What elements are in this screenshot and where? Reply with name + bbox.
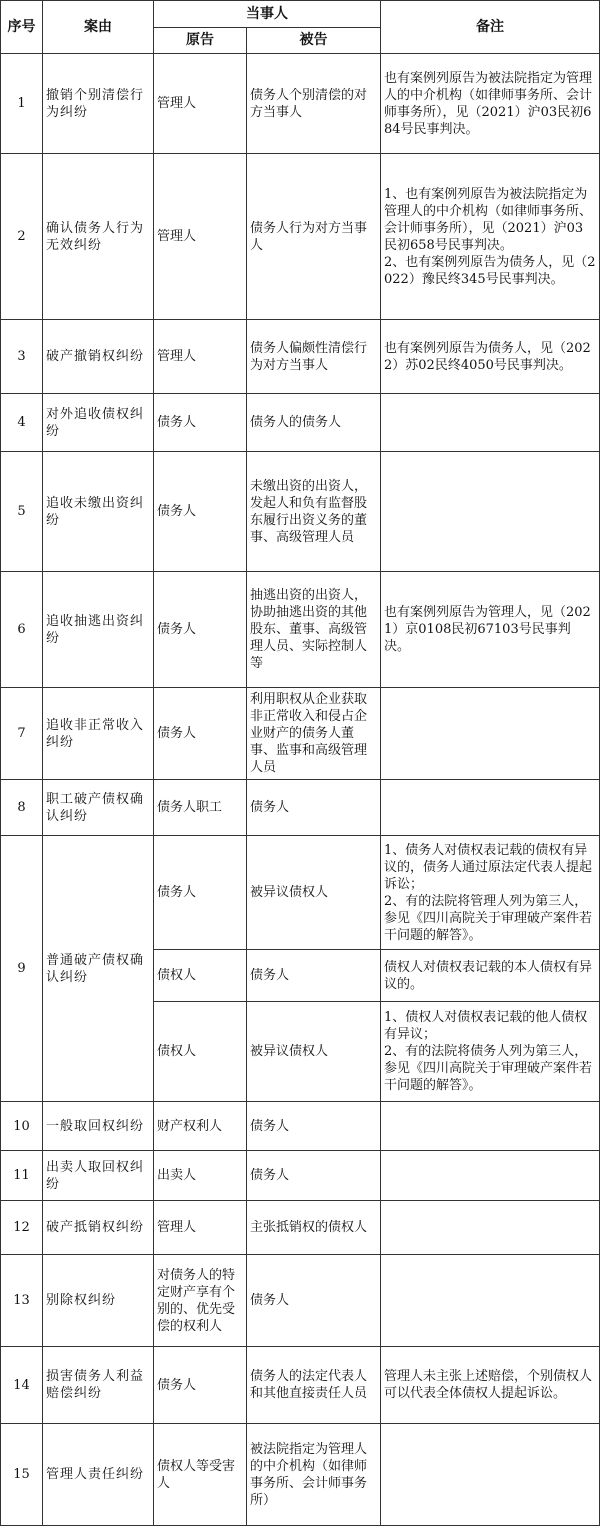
note-line: 1、债务人对债权表记载的债权有异议的，债务人通过原法定代表人提起诉讼； xyxy=(384,842,593,892)
note-line: 2、也有案例列原告为债务人，见（2022）豫民终345号民事判决。 xyxy=(384,254,596,287)
row-cause: 职工破产债权确认纠纷 xyxy=(43,780,154,836)
row-seq: 9 xyxy=(1,836,43,1102)
row-defendant: 债务人个别清偿的对方当事人 xyxy=(247,54,381,154)
row-plaintiff: 债务人 xyxy=(154,572,247,688)
header-defendant: 被告 xyxy=(247,28,381,54)
row-plaintiff: 对债务人的特定财产享有个别的、优先受偿的权利人 xyxy=(154,1255,247,1347)
row-plaintiff: 债务人 xyxy=(154,452,247,572)
table-row xyxy=(1,1255,600,1347)
row-seq: 12 xyxy=(1,1201,43,1255)
row-plaintiff: 债务人 xyxy=(154,836,247,950)
row-seq: 3 xyxy=(1,320,43,394)
row-plaintiff: 债权人 xyxy=(154,1002,247,1102)
header-plaintiff: 原告 xyxy=(154,28,247,54)
row-cause: 别除权纠纷 xyxy=(43,1255,154,1347)
row-plaintiff: 债权人 xyxy=(154,950,247,1002)
row-note xyxy=(381,452,600,572)
row-cause: 追收未缴出资纠纷 xyxy=(43,452,154,572)
row-cause: 确认债务人行为无效纠纷 xyxy=(43,154,154,320)
note-line: 也有案例列原告为管理人，见（2021）京0108民初67103号民事判决。 xyxy=(384,605,591,654)
note-line: 也有案例列原告为债务人，见（2022）苏02民终4050号民事判决。 xyxy=(384,340,591,373)
row-defendant: 债务人 xyxy=(247,1151,381,1201)
row-seq: 1 xyxy=(1,54,43,154)
row-note xyxy=(381,1002,600,1102)
row-note xyxy=(381,1255,600,1347)
row-note xyxy=(381,394,600,452)
row-seq: 13 xyxy=(1,1255,43,1347)
row-note xyxy=(381,1424,600,1526)
row-defendant: 债务人的债务人 xyxy=(247,394,381,452)
row-defendant: 被异议债权人 xyxy=(247,836,381,950)
row-cause: 追收抽逃出资纠纷 xyxy=(43,572,154,688)
table-row xyxy=(1,688,600,780)
header-seq: 序号 xyxy=(1,1,43,54)
row-plaintiff: 债务人职工 xyxy=(154,780,247,836)
row-defendant: 未缴出资的出资人，发起人和负有监督股东履行出资义务的董事、高级管理人员 xyxy=(247,452,381,572)
row-defendant: 债务人 xyxy=(247,780,381,836)
row-seq: 11 xyxy=(1,1151,43,1201)
row-note xyxy=(381,320,600,394)
table-row xyxy=(1,394,600,452)
row-cause: 破产撤销权纠纷 xyxy=(43,320,154,394)
row-defendant: 债务人 xyxy=(247,1255,381,1347)
table-row xyxy=(1,452,600,572)
row-plaintiff: 债务人 xyxy=(154,1347,247,1424)
row-seq: 15 xyxy=(1,1424,43,1526)
row-note xyxy=(381,1151,600,1201)
note-line: 债权人对债权表记载的本人债权有异议的。 xyxy=(384,959,593,992)
row-plaintiff: 债务人 xyxy=(154,394,247,452)
note-line: 2、有的法院将债务人列为第三人，参见《四川高院关于审理破产案件若干问题的解答》。 xyxy=(384,1044,593,1093)
row-cause: 管理人责任纠纷 xyxy=(43,1424,154,1526)
row-plaintiff: 管理人 xyxy=(154,154,247,320)
row-defendant: 债务人的法定代表人和其他直接责任人员 xyxy=(247,1347,381,1424)
row-defendant: 利用职权从企业获取非正常收入和侵占企业财产的债务人董事、监事和高级管理人员 xyxy=(247,688,381,780)
row-cause: 损害债务人利益赔偿纠纷 xyxy=(43,1347,154,1424)
row-defendant: 债务人 xyxy=(247,1102,381,1151)
table-row xyxy=(1,54,600,154)
header-note: 备注 xyxy=(381,1,600,54)
note-line: 1、也有案例列原告为被法院指定为管理人的中介机构（如律师事务所、会计师事务所），见（2021）沪03民初658号民事判决。 xyxy=(384,186,593,253)
row-cause: 普通破产债权确认纠纷 xyxy=(43,836,154,1102)
header-parties: 当事人 xyxy=(154,1,381,28)
row-note xyxy=(381,1102,600,1151)
row-seq: 7 xyxy=(1,688,43,780)
note-line: 1、债权人对债权表记载的他人债权有异议； xyxy=(384,1010,588,1042)
row-seq: 14 xyxy=(1,1347,43,1424)
row-plaintiff: 出卖人 xyxy=(154,1151,247,1201)
row-seq: 2 xyxy=(1,154,43,320)
row-plaintiff: 管理人 xyxy=(154,54,247,154)
table-row xyxy=(1,1102,600,1151)
row-cause: 对外追收债权纠纷 xyxy=(43,394,154,452)
table-row xyxy=(1,154,600,320)
row-defendant: 债务人偏颇性清偿行为对方当事人 xyxy=(247,320,381,394)
row-note xyxy=(381,688,600,780)
table-row xyxy=(1,320,600,394)
row-plaintiff: 财产权利人 xyxy=(154,1102,247,1151)
table-row xyxy=(1,1347,600,1424)
row-plaintiff: 管理人 xyxy=(154,320,247,394)
row-plaintiff: 债务人 xyxy=(154,688,247,780)
row-cause: 撤销个别清偿行为纠纷 xyxy=(43,54,154,154)
row-seq: 8 xyxy=(1,780,43,836)
row-cause: 追收非正常收入纠纷 xyxy=(43,688,154,780)
row-seq: 6 xyxy=(1,572,43,688)
header-cause: 案由 xyxy=(43,1,154,54)
row-seq: 5 xyxy=(1,452,43,572)
row-plaintiff: 债权人等受害人 xyxy=(154,1424,247,1526)
row-note xyxy=(381,1347,600,1424)
row-note xyxy=(381,54,600,154)
row-defendant: 主张抵销权的债权人 xyxy=(247,1201,381,1255)
row-note xyxy=(381,780,600,836)
note-line: 管理人未主张上述赔偿，个别债权人可以代表全体债权人提起诉讼。 xyxy=(384,1369,593,1401)
row-seq: 4 xyxy=(1,394,43,452)
row-note xyxy=(381,950,600,1002)
row-defendant: 债务人行为对方当事人 xyxy=(247,154,381,320)
note-line: 2、有的法院将管理人列为第三人，参见《四川高院关于审理破产案件若干问题的解答》。 xyxy=(384,893,593,943)
table-row xyxy=(1,572,600,688)
row-cause: 破产抵销权纠纷 xyxy=(43,1201,154,1255)
table-row xyxy=(1,1201,600,1255)
row-defendant: 债务人 xyxy=(247,950,381,1002)
table-row xyxy=(1,780,600,836)
row-defendant: 被异议债权人 xyxy=(247,1002,381,1102)
table-body xyxy=(1,54,600,1526)
row-note xyxy=(381,836,600,950)
row-plaintiff: 管理人 xyxy=(154,1201,247,1255)
row-note xyxy=(381,1201,600,1255)
row-cause: 出卖人取回权纠纷 xyxy=(43,1151,154,1201)
note-line: 也有案例列原告为被法院指定为管理人的中介机构（如律师事务所、会计师事务所），见（2021）沪03民初684号民事判决。 xyxy=(384,70,593,137)
row-note xyxy=(381,154,600,320)
table-row xyxy=(1,1151,600,1201)
table-row xyxy=(1,836,600,950)
table-row xyxy=(1,1424,600,1526)
row-note xyxy=(381,572,600,688)
row-seq: 10 xyxy=(1,1102,43,1151)
row-cause: 一般取回权纠纷 xyxy=(43,1102,154,1151)
row-defendant: 抽逃出资的出资人，协助抽逃出资的其他股东、董事、高级管理人员、实际控制人等 xyxy=(247,572,381,688)
row-defendant: 被法院指定为管理人的中介机构（如律师事务所、会计师事务所） xyxy=(247,1424,381,1526)
